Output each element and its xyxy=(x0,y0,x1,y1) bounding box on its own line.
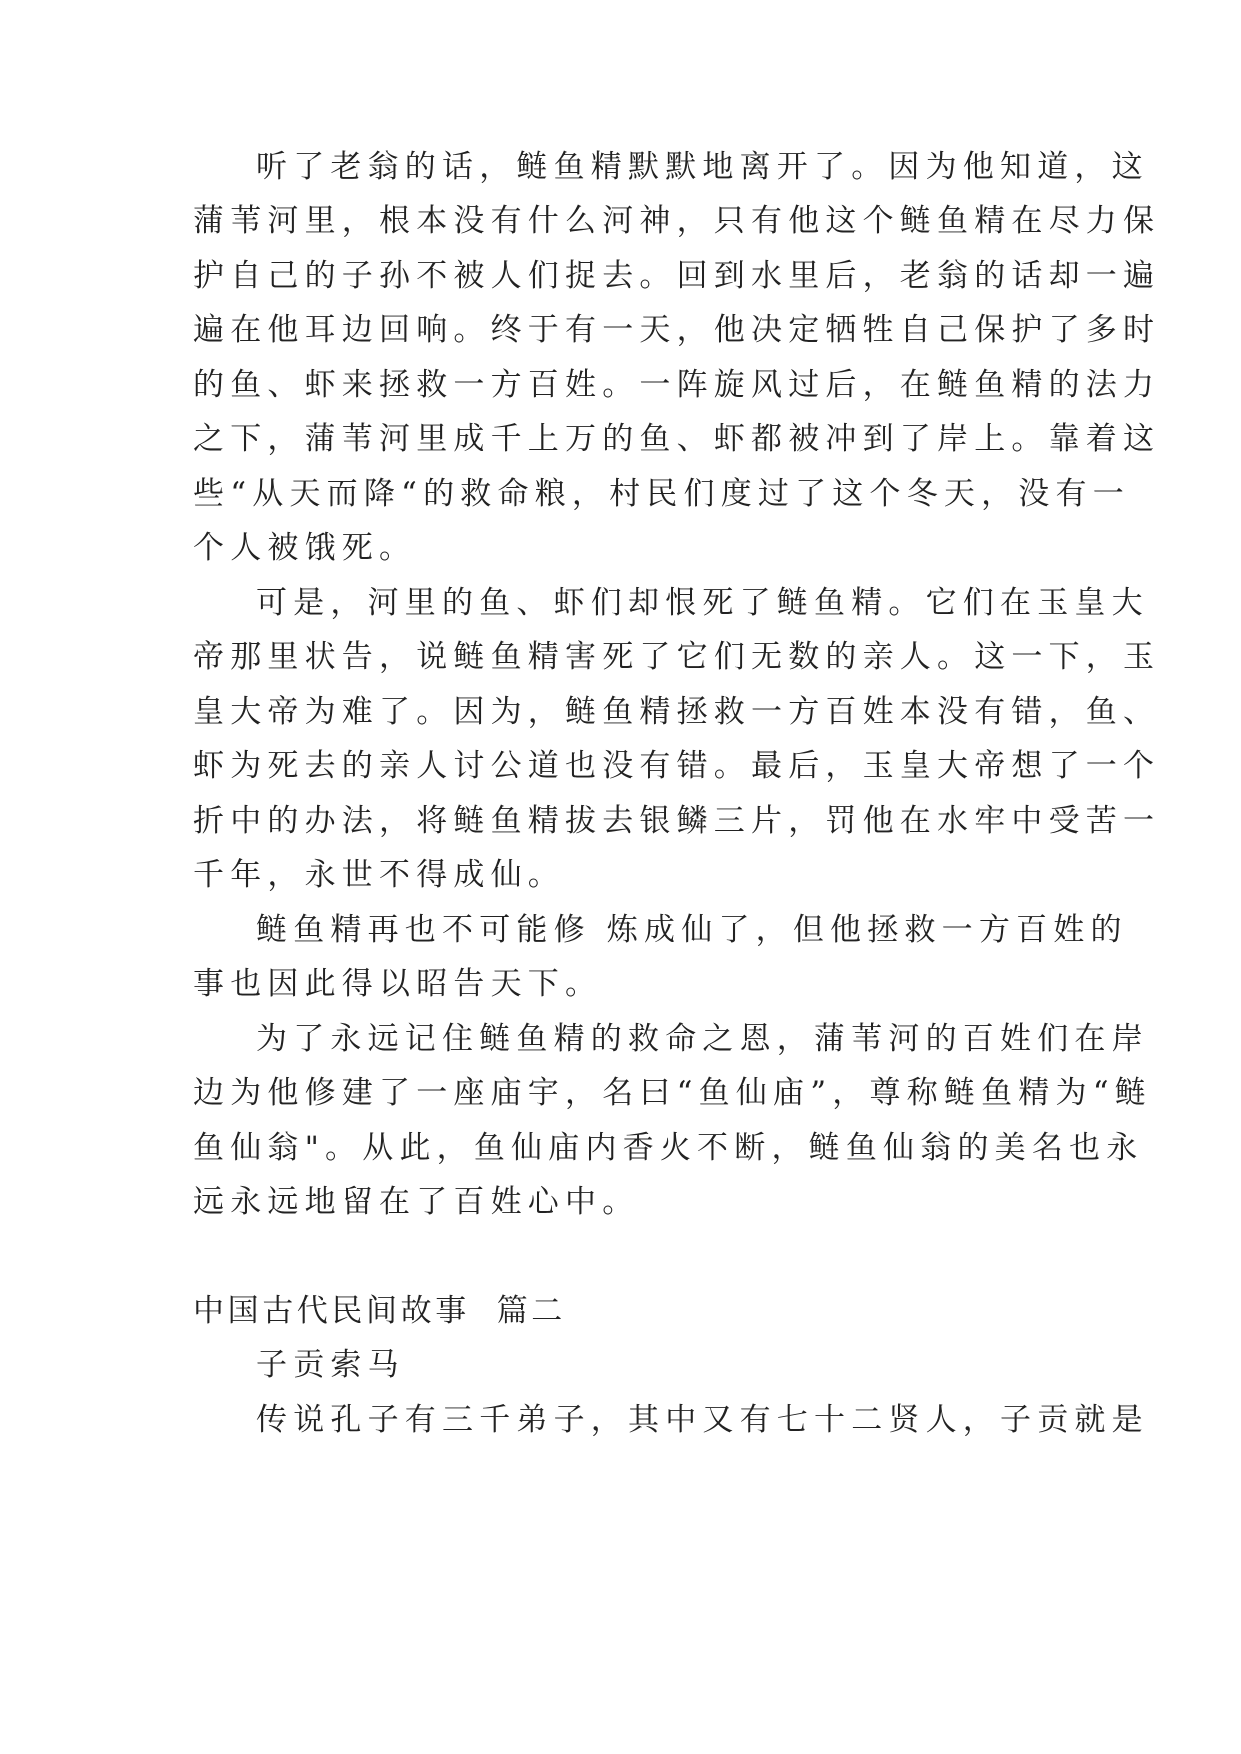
paragraph-line: 为了永远记住鲢鱼精的救命之恩，蒲苇河的百姓们在岸 xyxy=(256,1021,1149,1057)
paragraph-line: 些“从天而降“的救命粮，村民们度过了这个冬天，没有一 xyxy=(193,476,1130,512)
paragraph-line: 鲢鱼精再也不可能修 炼成仙了，但他拯救一方百姓的 xyxy=(256,912,1128,948)
paragraph-line: 可是，河里的鱼、虾们却恨死了鲢鱼精。它们在玉皇大 xyxy=(256,585,1149,621)
paragraph-line: 鱼仙翁"。从此，鱼仙庙内香火不断，鲢鱼仙翁的美名也永 xyxy=(193,1130,1144,1166)
section-heading: 中国古代民间故事 篇二 xyxy=(193,1293,566,1329)
paragraph-line: 虾为死去的亲人讨公道也没有错。最后，玉皇大帝想了一个 xyxy=(193,748,1161,784)
paragraph-line: 之下，蒲苇河里成千上万的鱼、虾都被冲到了岸上。靠着这 xyxy=(193,421,1161,457)
paragraph-line: 折中的办法，将鲢鱼精拔去银鳞三片，罚他在水牢中受苦一 xyxy=(193,803,1161,839)
paragraph-line: 千年，永世不得成仙。 xyxy=(193,857,565,893)
paragraph-line: 远永远地留在了百姓心中。 xyxy=(193,1184,640,1220)
paragraph-line: 护自己的子孙不被人们捉去。回到水里后，老翁的话却一遍 xyxy=(193,258,1161,294)
paragraph-line: 听了老翁的话，鲢鱼精默默地离开了。因为他知道，这 xyxy=(256,149,1149,185)
paragraph-line: 帝那里状告，说鲢鱼精害死了它们无数的亲人。这一下，玉 xyxy=(193,639,1161,675)
section-subtitle: 子贡索马 xyxy=(256,1347,405,1383)
paragraph-line: 皇大帝为难了。因为，鲢鱼精拯救一方百姓本没有错，鱼、 xyxy=(193,694,1161,730)
paragraph-line: 蒲苇河里，根本没有什么河神，只有他这个鲢鱼精在尽力保 xyxy=(193,203,1161,239)
paragraph-line: 事也因此得以昭告天下。 xyxy=(193,966,603,1002)
paragraph-line: 传说孔子有三千弟子，其中又有七十二贤人，子贡就是 xyxy=(256,1402,1149,1438)
paragraph-line: 遍在他耳边回响。终于有一天，他决定牺牲自己保护了多时 xyxy=(193,312,1161,348)
paragraph-line: 个人被饿死。 xyxy=(193,530,417,566)
paragraph-line: 边为他修建了一座庙宇，名曰“鱼仙庙”，尊称鲢鱼精为“鲢 xyxy=(193,1075,1152,1111)
paragraph-line: 的鱼、虾来拯救一方百姓。一阵旋风过后，在鲢鱼精的法力 xyxy=(193,367,1161,403)
